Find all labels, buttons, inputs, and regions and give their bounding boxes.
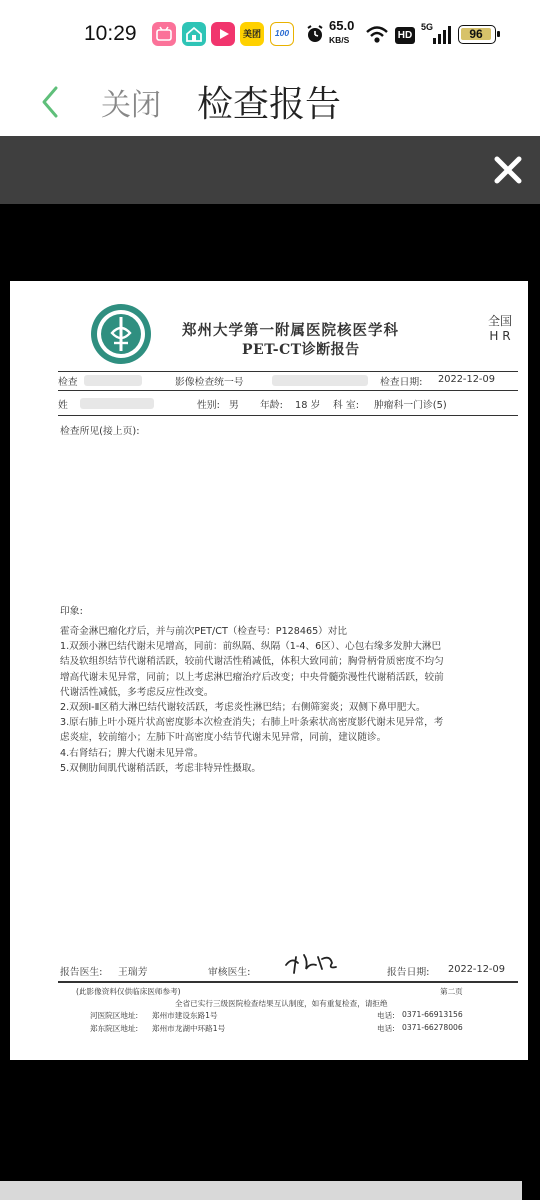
- reference-note: (此影像资料仅供临床医师参考): [76, 987, 181, 996]
- hospital-logo: [90, 303, 152, 365]
- image-viewer-toolbar: [0, 136, 540, 204]
- chevron-left-icon: [36, 82, 68, 122]
- battery-level: 96: [469, 27, 483, 41]
- page-title: 检查报告: [197, 84, 342, 125]
- impression-line: 代谢活性减低，多考虑反应性改变。: [60, 686, 214, 698]
- impression-line: 5.双侧肋间肌代谢稍活跃，考虑非特异性摄取。: [60, 762, 262, 774]
- department-value: 肿瘤科一门诊(5): [374, 400, 447, 411]
- sex-value: 男: [229, 400, 239, 411]
- wifi-icon: [364, 20, 390, 48]
- exam-date-value: 2022-12-09: [438, 374, 495, 385]
- exam-date-label: 检查日期:: [380, 377, 423, 388]
- address1-label: 河医院区地址:: [90, 1011, 139, 1020]
- findings-label: 检查所见(接上页):: [60, 426, 140, 437]
- page-indicator: 第二页: [440, 987, 463, 996]
- address2-value: 郑州市龙湖中环路1号: [152, 1024, 226, 1033]
- mutual-recognition-note: 全省已实行三级医院检查结果互认制度，如有重复检查，请拒绝: [175, 999, 388, 1008]
- address1-value: 郑州市建设东路1号: [152, 1011, 218, 1020]
- cellular-signal-icon: [421, 20, 455, 48]
- back-button[interactable]: [36, 82, 68, 122]
- network-type: 5G: [421, 22, 434, 32]
- badge-line2: H R: [489, 329, 511, 343]
- exam-number-label: 检查: [58, 377, 78, 388]
- impression-line: 2.双颈Ⅰ-Ⅱ区稍大淋巴结代谢较活跃，考虑炎性淋巴结；右侧筛窦炎；双侧下鼻甲肥大。: [60, 702, 426, 714]
- redacted-patient-name: [80, 398, 154, 409]
- redacted-imaging-number: [272, 375, 368, 386]
- reporter-label: 报告医生:: [60, 967, 103, 978]
- impression-line: 1.双颈小淋巴结代谢未见增高，同前：前纵隔、纵隔（1-4、6区）、心包右缘多发肿大淋巴: [60, 641, 442, 653]
- divider: [58, 371, 518, 372]
- handwritten-signature: [282, 949, 342, 977]
- hd-badge: HD: [395, 27, 415, 44]
- impression-line: 结及软组织结节代谢稍活跃，较前代谢活性稍减低，体积大致同前；胸骨柄骨质密度不均匀: [60, 656, 444, 668]
- impression-line: 霍奇金淋巴瘤化疗后，并与前次PET/CT（检查号：P128465）对比: [60, 626, 347, 637]
- video-app-icon: [211, 22, 235, 46]
- divider: [58, 415, 518, 416]
- navigation-bar: [0, 68, 540, 136]
- report-title: PET-CT诊断报告: [242, 342, 360, 358]
- close-link[interactable]: 关闭: [101, 88, 161, 123]
- clock: 10:29: [84, 22, 137, 45]
- net-speed-unit: KB/S: [329, 35, 350, 45]
- badge-line1: 全国: [488, 314, 513, 328]
- net-speed: [329, 20, 361, 48]
- close-viewer-button[interactable]: [490, 152, 526, 188]
- age-label: 年龄:: [260, 400, 283, 411]
- report-image[interactable]: [10, 281, 528, 1060]
- impression-line: 增高代谢未见异常，同前；以上考虑淋巴瘤治疗后改变；中央骨髓弥漫性代谢稍活跃，较前: [60, 671, 444, 683]
- net-speed-value: 65.0: [329, 18, 355, 33]
- battery-icon: [458, 25, 496, 44]
- impression-text: [60, 624, 512, 776]
- impression-line: 4.右肾结石；脾大代谢未见异常。: [60, 747, 204, 759]
- reporter-name: 王瑞芳: [118, 967, 148, 978]
- impression-label: 印象:: [60, 606, 83, 617]
- phone2-value: 0371-66278006: [402, 1023, 463, 1032]
- address2-label: 郑东院区地址:: [90, 1024, 139, 1033]
- phone2-label: 电话:: [377, 1024, 395, 1033]
- grade-badge: [488, 314, 512, 344]
- redacted-exam-number: [84, 375, 142, 386]
- sex-label: 性别:: [197, 400, 220, 411]
- divider: [58, 981, 518, 983]
- impression-line: 虑炎症，较前缩小；左肺下叶高密度小结节代谢未见异常，同前，建议随诊。: [60, 732, 387, 744]
- report-date-label: 报告日期:: [387, 967, 430, 978]
- status-bar: [0, 0, 540, 68]
- bilibili-app-icon: [152, 22, 176, 46]
- divider: [58, 390, 518, 391]
- phone1-label: 电话:: [377, 1011, 395, 1020]
- bottom-bar: [0, 1181, 522, 1200]
- close-icon: [490, 152, 526, 188]
- home-app-icon: [182, 22, 206, 46]
- alarm-icon: [305, 20, 325, 48]
- impression-line: 3.原右肺上叶小斑片状高密度影本次检查消失；右肺上叶条索状高密度影代谢未见异常，考: [60, 717, 444, 729]
- patient-name-label: 姓: [58, 400, 68, 411]
- report-date-value: 2022-12-09: [448, 964, 505, 975]
- meituan-app-icon: 美团: [240, 22, 264, 46]
- department-label: 科 室:: [333, 400, 360, 411]
- app-100-icon: 100: [270, 22, 294, 46]
- imaging-number-label: 影像检查统一号: [175, 377, 244, 388]
- age-value: 18 岁: [295, 400, 321, 411]
- hospital-name: 郑州大学第一附属医院核医学科: [182, 322, 399, 339]
- reviewer-label: 审核医生:: [208, 967, 251, 978]
- phone1-value: 0371-66913156: [402, 1010, 463, 1019]
